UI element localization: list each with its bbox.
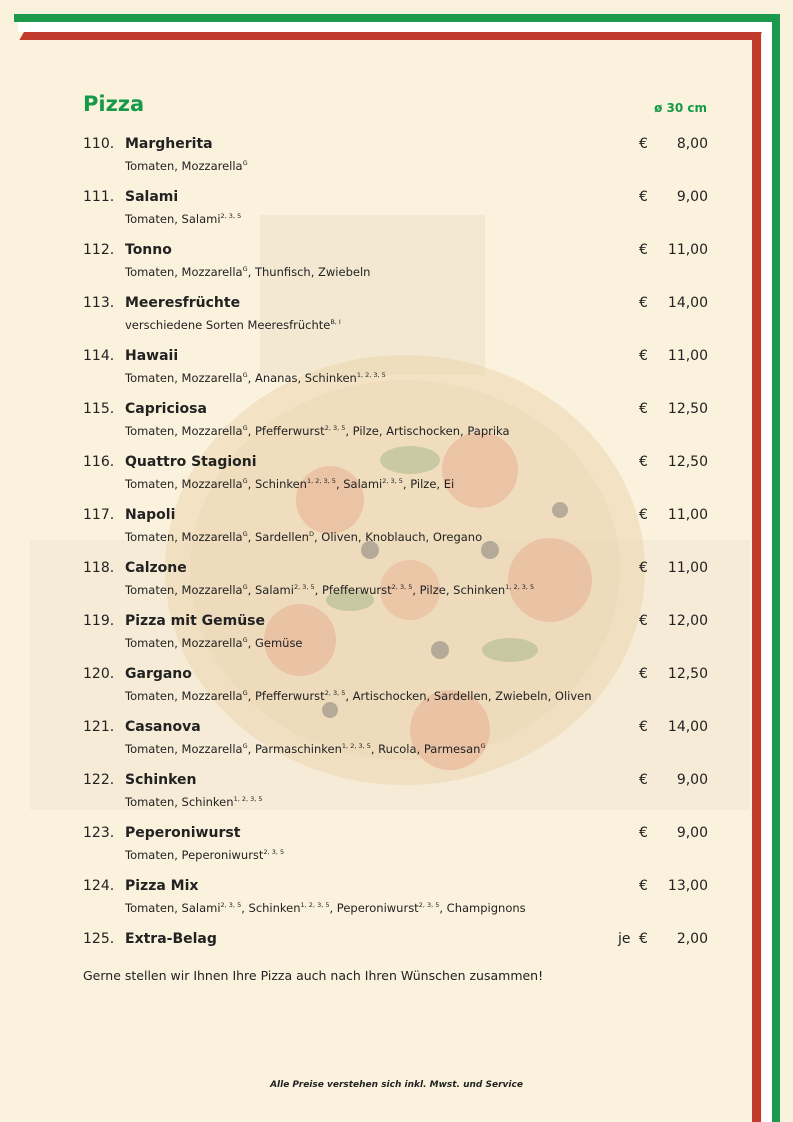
item-description: Tomaten, Mozzarella$^G$, Ananas, Schinken$^{1, 2, 3, 5}$ xyxy=(125,371,386,385)
menu-item xyxy=(83,772,708,822)
item-description: Tomaten, Mozzarella$^G$ xyxy=(125,159,248,173)
allergen-code: G xyxy=(242,742,248,750)
allergen-code: G xyxy=(242,265,248,273)
item-number: 116. xyxy=(83,454,115,470)
item-description: verschiedene Sorten Meeresfrüchte$^{B, I}$ xyxy=(125,318,341,332)
item-number: 122. xyxy=(83,772,115,788)
menu-item xyxy=(83,136,708,186)
flag-stripe-green-vertical xyxy=(772,14,780,1122)
item-number: 110. xyxy=(83,136,115,152)
pizza-size-label: ø 30 cm xyxy=(654,101,707,115)
allergen-code: G xyxy=(242,424,248,432)
item-price: 9,00 xyxy=(676,189,708,205)
currency-symbol: € xyxy=(639,931,648,947)
menu-item xyxy=(83,189,708,239)
item-price: 12,50 xyxy=(667,666,708,682)
currency-symbol: € xyxy=(639,507,648,523)
item-name: Casanova xyxy=(125,719,201,735)
currency-symbol: € xyxy=(639,295,648,311)
item-description: Tomaten, Salami$^{2, 3, 5}$, Schinken$^{1, 2, 3, 5}$, Peperoniwurst$^{2, 3, 5}$, Champignons xyxy=(125,901,526,915)
item-description: Tomaten, Mozzarella$^G$, Pfefferwurst$^{2, 3, 5}$, Pilze, Artischocken, Paprika xyxy=(125,424,510,438)
price-footer-note: Alle Preise verstehen sich inkl. Mwst. und Service xyxy=(270,1080,523,1090)
item-name: Gargano xyxy=(125,666,192,682)
allergen-code: G xyxy=(242,689,248,697)
item-number: 117. xyxy=(83,507,115,523)
menu-item xyxy=(83,242,708,292)
item-price: 8,00 xyxy=(676,136,708,152)
allergen-code: G xyxy=(242,371,248,379)
allergen-code: 2, 3, 5 xyxy=(293,583,315,591)
allergen-code: G xyxy=(242,477,248,485)
menu-item xyxy=(83,719,708,769)
item-price: 13,00 xyxy=(667,878,708,894)
allergen-code: G xyxy=(242,583,248,591)
item-number: 123. xyxy=(83,825,115,841)
item-name: Salami xyxy=(125,189,179,205)
menu-item xyxy=(83,878,708,928)
currency-symbol: € xyxy=(639,348,648,364)
currency-symbol: € xyxy=(639,242,648,258)
menu-item xyxy=(83,401,708,451)
item-name: Tonno xyxy=(125,242,172,258)
allergen-code: G xyxy=(242,636,248,644)
allergen-code: 2, 3, 5 xyxy=(391,583,413,591)
item-price: 12,50 xyxy=(667,454,708,470)
item-price: 11,00 xyxy=(667,348,708,364)
item-number: 111. xyxy=(83,189,115,205)
item-number: 125. xyxy=(83,931,115,947)
currency-symbol: € xyxy=(639,401,648,417)
currency-symbol: € xyxy=(639,136,648,152)
item-name: Meeresfrüchte xyxy=(125,295,241,311)
allergen-code: G xyxy=(242,530,248,538)
item-description: Tomaten, Mozzarella$^G$, Pfefferwurst$^{2, 3, 5}$, Artischocken, Sardellen, Zwiebeln, Oliven xyxy=(125,689,592,703)
menu-item xyxy=(83,825,708,875)
item-price: 9,00 xyxy=(676,825,708,841)
currency-symbol: € xyxy=(639,772,648,788)
currency-symbol: € xyxy=(639,189,648,205)
item-price: 11,00 xyxy=(667,560,708,576)
flag-stripe-white xyxy=(18,22,772,32)
allergen-code: D xyxy=(308,530,314,538)
menu-item xyxy=(83,613,708,663)
item-number: 115. xyxy=(83,401,115,417)
item-price: 9,00 xyxy=(676,772,708,788)
flag-stripe-green xyxy=(14,14,780,22)
item-price: 14,00 xyxy=(667,295,708,311)
currency-symbol: € xyxy=(639,719,648,735)
item-description: Tomaten, Peperoniwurst$^{2, 3, 5}$ xyxy=(125,848,285,862)
item-name: Napoli xyxy=(125,507,176,523)
item-description: Tomaten, Mozzarella$^G$, Sardellen$^D$, Oliven, Knoblauch, Oregano xyxy=(125,530,483,544)
item-description: Tomaten, Mozzarella$^G$, Schinken$^{1, 2, 3, 5}$, Salami$^{2, 3, 5}$, Pilze, Ei xyxy=(125,477,455,491)
allergen-code: G xyxy=(242,159,248,167)
item-name: Quattro Stagioni xyxy=(125,454,257,470)
menu-item xyxy=(83,454,708,504)
custom-order-note: Gerne stellen wir Ihnen Ihre Pizza auch nach Ihren Wünschen zusammen! xyxy=(83,968,544,983)
item-price: 12,00 xyxy=(667,613,708,629)
allergen-code: 2, 3, 5 xyxy=(382,477,403,485)
item-name: Pizza mit Gemüse xyxy=(125,613,265,629)
item-description: Tomaten, Mozzarella$^G$, Thunfisch, Zwiebeln xyxy=(125,265,371,279)
item-price: 2,00 xyxy=(676,931,708,947)
item-description: Tomaten, Mozzarella$^G$, Parmaschinken$^{1, 2, 3, 5}$, Rucola, Parmesan$^G$ xyxy=(125,742,486,756)
menu-item xyxy=(83,348,708,398)
currency-symbol: € xyxy=(639,666,648,682)
allergen-code: 1, 2, 3, 5 xyxy=(300,901,330,909)
item-name: Margherita xyxy=(125,136,213,152)
menu-item xyxy=(83,507,708,557)
flag-stripe-white-vertical xyxy=(762,22,772,1122)
item-number: 114. xyxy=(83,348,115,364)
item-description: Tomaten, Salami$^{2, 3, 5}$ xyxy=(125,212,242,226)
menu-item xyxy=(83,295,708,345)
flag-stripe-red xyxy=(19,32,762,40)
allergen-code: 1, 2, 3, 5 xyxy=(505,583,535,591)
currency-symbol: € xyxy=(639,613,648,629)
allergen-code: 2, 3, 5 xyxy=(220,212,242,220)
currency-symbol: € xyxy=(639,454,648,470)
allergen-code: 1, 2, 3, 5 xyxy=(356,371,386,379)
item-number: 119. xyxy=(83,613,115,629)
item-name: Peperoniwurst xyxy=(125,825,241,841)
item-number: 120. xyxy=(83,666,115,682)
item-name: Capriciosa xyxy=(125,401,207,417)
item-name: Hawaii xyxy=(125,348,179,364)
item-description: Tomaten, Mozzarella$^G$, Salami$^{2, 3, 5}$, Pfefferwurst$^{2, 3, 5}$, Pilze, Schinken$^{1, 2, 3, 5}$ xyxy=(125,583,535,597)
menu-item xyxy=(83,560,708,610)
allergen-code: 2, 3, 5 xyxy=(220,901,242,909)
item-description: Tomaten, Schinken$^{1, 2, 3, 5}$ xyxy=(125,795,263,809)
allergen-code: 1, 2, 3, 5 xyxy=(233,795,263,803)
item-name: Extra-Belag xyxy=(125,931,217,947)
item-number: 113. xyxy=(83,295,115,311)
currency-symbol: € xyxy=(639,560,648,576)
item-price: 11,00 xyxy=(667,507,708,523)
item-price: 11,00 xyxy=(667,242,708,258)
allergen-code: 2, 3, 5 xyxy=(418,901,440,909)
price-prefix: je xyxy=(618,931,631,947)
allergen-code: 2, 3, 5 xyxy=(263,848,285,856)
allergen-code: 2, 3, 5 xyxy=(324,424,346,432)
flag-stripe-red-vertical xyxy=(752,32,761,1122)
item-name: Schinken xyxy=(125,772,197,788)
menu-item xyxy=(83,666,708,716)
allergen-code: 1, 2, 3, 5 xyxy=(306,477,336,485)
item-price: 12,50 xyxy=(667,401,708,417)
allergen-code: 1, 2, 3, 5 xyxy=(341,742,371,750)
allergen-code: G xyxy=(480,742,486,750)
item-price: 14,00 xyxy=(667,719,708,735)
item-number: 121. xyxy=(83,719,115,735)
item-name: Calzone xyxy=(125,560,187,576)
allergen-code: 2, 3, 5 xyxy=(324,689,346,697)
item-name: Pizza Mix xyxy=(125,878,199,894)
item-description: Tomaten, Mozzarella$^G$, Gemüse xyxy=(125,636,303,650)
currency-symbol: € xyxy=(639,878,648,894)
item-number: 124. xyxy=(83,878,115,894)
item-number: 118. xyxy=(83,560,115,576)
allergen-code: B, I xyxy=(330,318,341,326)
currency-symbol: € xyxy=(639,825,648,841)
section-title: Pizza xyxy=(83,92,145,116)
item-number: 112. xyxy=(83,242,115,258)
